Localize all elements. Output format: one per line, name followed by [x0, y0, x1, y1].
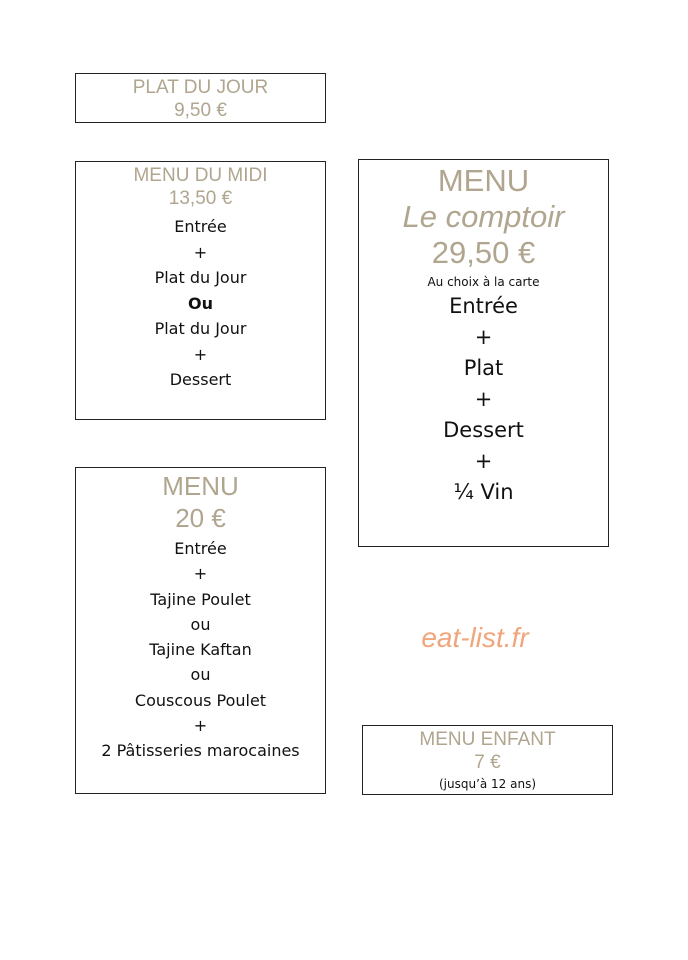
menu-midi-price: 13,50 €: [168, 188, 233, 209]
menu-comptoir-subtitle: Le comptoir: [402, 199, 565, 234]
menu-comptoir-item: Dessert: [443, 418, 524, 442]
menu-20-price: 20 €: [175, 503, 226, 533]
menu-comptoir-item: Entrée: [449, 294, 518, 318]
menu-comptoir-item: ¼ Vin: [453, 480, 514, 504]
plat-du-jour-price: 9,50 €: [174, 100, 227, 121]
menu-midi-item: Plat du Jour: [154, 268, 247, 287]
menu-midi-box: [75, 161, 326, 420]
menu-comptoir-item: +: [474, 449, 493, 473]
menu-enfant-note: (jusqu’à 12 ans): [438, 777, 537, 791]
menu-20-item: 2 Pâtisseries marocaines: [101, 741, 300, 761]
menu-comptoir-note: Au choix à la carte: [427, 275, 540, 289]
menu-midi-item: +: [193, 344, 208, 364]
menu-20-item: Entrée: [174, 539, 227, 558]
menu-20-item: Tajine Kaftan: [149, 640, 252, 660]
menu-20-title: MENU: [162, 471, 239, 501]
plat-du-jour-box: [75, 73, 326, 123]
menu-midi-item: Entrée: [174, 217, 227, 236]
menu-comptoir-box: [358, 159, 609, 547]
menu-20-item: +: [193, 564, 208, 584]
menu-20-item: ou: [190, 665, 211, 685]
menu-20-item: ou: [190, 614, 211, 634]
menu-enfant-box: [362, 725, 613, 795]
menu-midi-item: Ou: [188, 293, 213, 313]
menu-20-item: Couscous Poulet: [134, 690, 267, 710]
menu-20-item: +: [193, 716, 208, 736]
menu-enfant-price: 7 €: [474, 752, 501, 773]
menu-comptoir-item: +: [474, 387, 493, 411]
menu-midi-title: MENU DU MIDI: [133, 165, 268, 186]
menu-enfant-title: MENU ENFANT: [419, 729, 556, 750]
menu-comptoir-title: MENU: [437, 163, 530, 198]
eat-list-watermark: eat-list.fr: [421, 622, 529, 653]
menu-midi-item: Dessert: [169, 370, 232, 389]
menu-comptoir-price: 29,50 €: [431, 235, 536, 270]
menu-20-box: [75, 467, 326, 794]
menu-comptoir-item: +: [474, 325, 493, 349]
menu-midi-item: +: [193, 242, 208, 262]
menu-20-item: Tajine Poulet: [150, 589, 251, 609]
plat-du-jour-title: PLAT DU JOUR: [132, 77, 269, 98]
menu-comptoir-item: Plat: [463, 356, 504, 380]
menu-midi-item: Plat du Jour: [154, 319, 247, 338]
